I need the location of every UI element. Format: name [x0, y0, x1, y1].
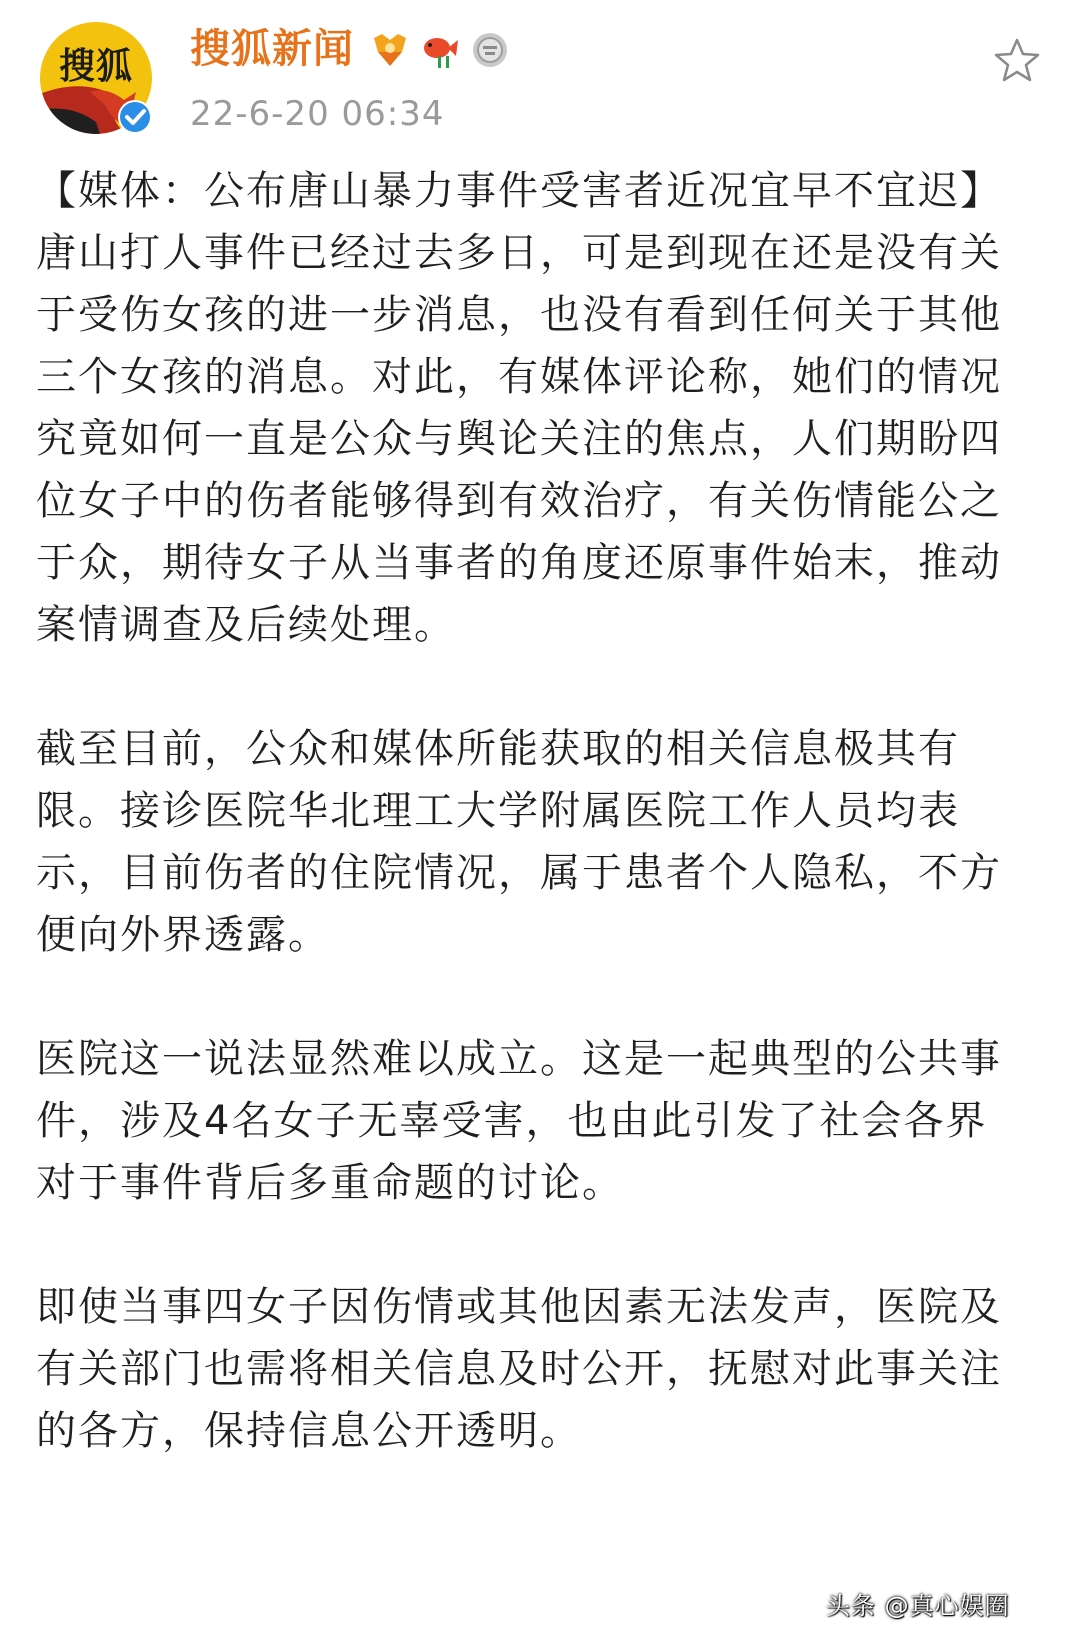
post-paragraph: 截至目前，公众和媒体所能获取的相关信息极其有限。接诊医院华北理工大学附属医院工作人员均表示，目前伤者的住院情况，属于患者个人隐私，不方便向外界透露。 [36, 726, 1002, 958]
koi-fish-icon [420, 30, 460, 70]
post-timestamp: 22-6-20 06:34 [190, 94, 445, 134]
vip-medal-icon [370, 30, 410, 70]
author-name[interactable]: 搜狐新闻 [190, 26, 354, 72]
post-paragraph: 医院这一说法显然难以成立。这是一起典型的公共事件，涉及4名女子无辜受害，也由此引发了社会各界对于事件背后多重命题的讨论。 [36, 1036, 1002, 1206]
post-header [0, 0, 1076, 150]
source-watermark: 头条 @真心娱圈 [826, 1592, 1010, 1620]
avatar-text: 搜狐 [58, 46, 133, 87]
answer-medal-icon [470, 30, 510, 70]
favorite-star-icon[interactable] [992, 36, 1042, 86]
post-paragraph: 即使当事四女子因伤情或其他因素无法发声，医院及有关部门也需将相关信息及时公开，抚慰对此事关注的各方，保持信息公开透明。 [36, 1284, 1002, 1454]
post-body [36, 160, 1004, 1524]
post-paragraph: 【媒体：公布唐山暴力事件受害者近况宜早不宜迟】 唐山打人事件已经过去多日，可是到现在还是没有关于受伤女孩的进一步消息，也没有看到任何关于其他三个女孩的消息。对此，有媒体评论称，她们的情况究竟如何一直是公众与舆论关注的焦点，人们期盼四位女子中的伤者能够得到有效治疗，有关伤情能公之于众，期待女子从当事者的角度还原事件始末，推动案情调查及后续处理。 [36, 168, 1002, 648]
verified-icon [118, 100, 152, 134]
